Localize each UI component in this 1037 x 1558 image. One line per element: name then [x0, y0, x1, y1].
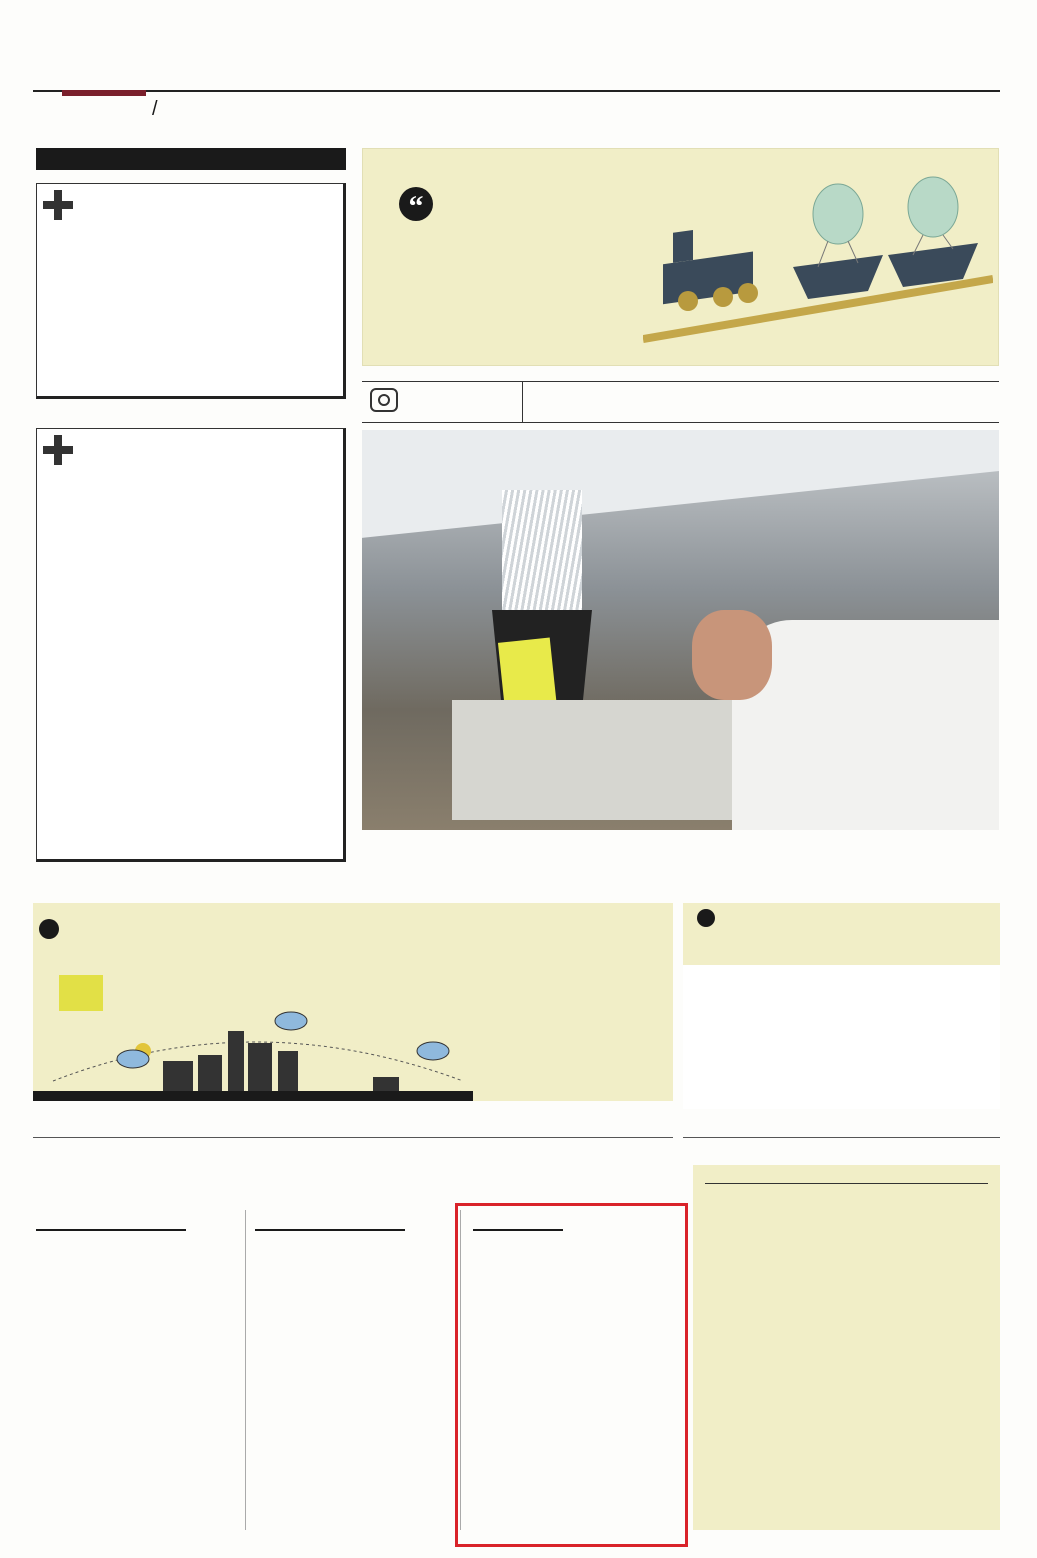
cross-icon	[43, 435, 73, 465]
section-accent-bar	[62, 90, 146, 96]
obituary-1	[36, 183, 346, 399]
cross-icon	[43, 190, 73, 220]
sera-noticia-panel	[693, 1165, 1000, 1530]
quote-icon: “	[399, 187, 433, 221]
clima-illustration	[33, 1003, 473, 1101]
exequial-banner	[36, 148, 346, 170]
highlight-box	[455, 1203, 688, 1547]
water-drop-icon	[697, 909, 715, 927]
region-tag	[255, 1229, 405, 1231]
embalses-chart	[683, 965, 1000, 1109]
embalses-panel	[683, 903, 1000, 1109]
clima-panel	[33, 903, 673, 1101]
camera-icon	[370, 388, 398, 412]
weather-icon	[39, 919, 59, 939]
region-tag	[36, 1229, 186, 1231]
news-photo	[362, 430, 999, 830]
story-occidente	[36, 1218, 236, 1252]
header-rule	[33, 90, 1000, 92]
story-uraba	[473, 1218, 673, 1252]
story-regiones	[255, 1218, 455, 1252]
fotonoticia-header	[362, 381, 999, 423]
train-illustration	[643, 169, 993, 349]
quote-box	[362, 148, 999, 366]
obituary-2	[36, 428, 346, 862]
region-tag	[473, 1229, 563, 1231]
sera-title	[705, 1179, 988, 1184]
